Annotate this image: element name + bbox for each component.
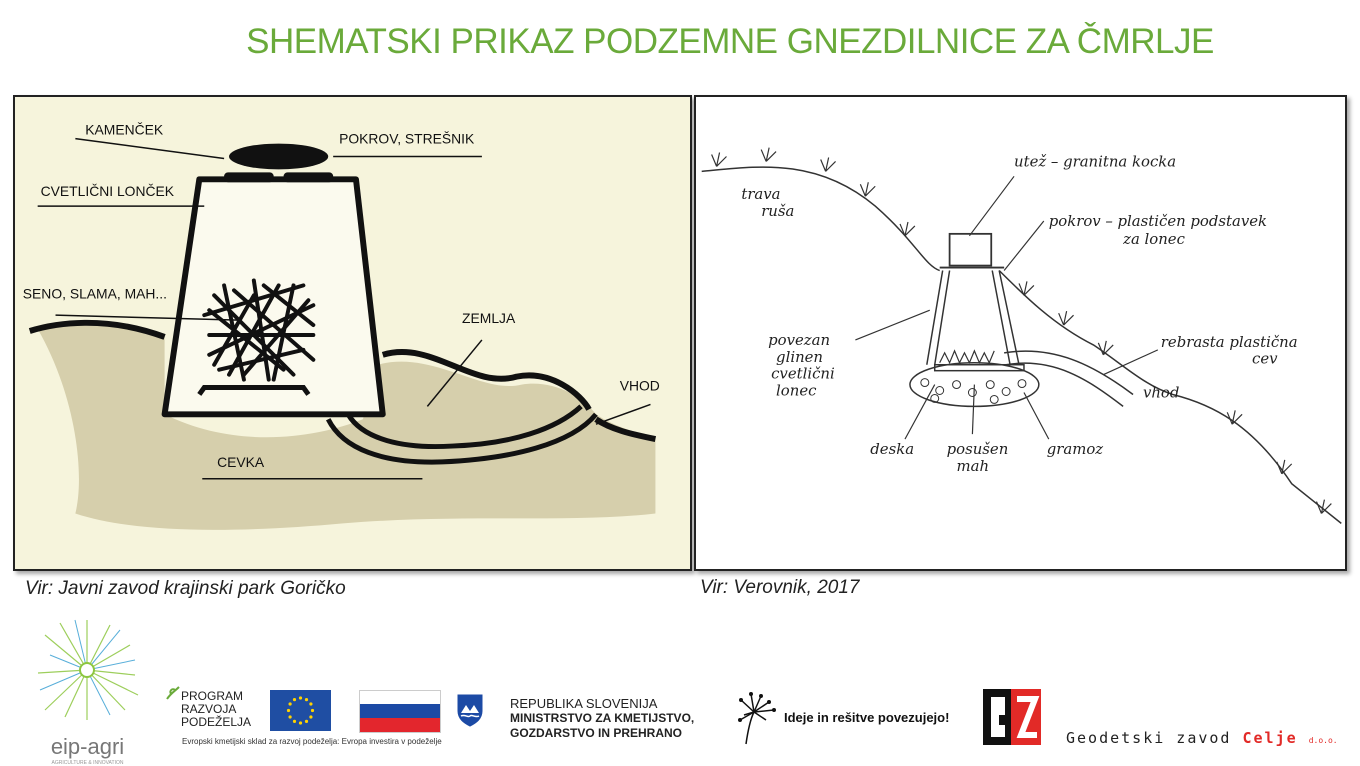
ministry-line-3: GOZDARSTVO IN PREHRANO (510, 726, 683, 740)
hw-utez: utež – granitna kocka (1014, 152, 1177, 171)
lid (224, 172, 274, 182)
stone (229, 144, 328, 170)
label-zemlja: ZEMLJA (462, 310, 516, 327)
gz-logo-icon (983, 689, 1041, 750)
hw-povezan-1: povezan (768, 330, 831, 349)
label-seno: SENO, SLAMA, MAH... (22, 285, 167, 302)
page-title: SHEMATSKI PRIKAZ PODZEMNE GNEZDILNICE ZA ČMRLJE (246, 22, 1214, 61)
label-kamencek: KAMENČEK (85, 121, 164, 138)
hw-povezan-4: lonec (776, 381, 817, 400)
ideje-slogan: Ideje in rešitve povezujejo! (784, 710, 950, 725)
label-loncek: CVETLIČNI LONČEK (40, 183, 175, 200)
ministry-line-1: REPUBLIKA SLOVENIJA (510, 696, 658, 711)
hw-pokrov-2: za lonec (1123, 229, 1185, 248)
gz-company-name (1066, 729, 1338, 747)
slovenia-flag (359, 690, 441, 733)
hw-rusa: ruša (761, 201, 795, 220)
label-vhod: VHOD (619, 377, 660, 394)
hw-rebrasta-1: rebrasta plastična (1160, 332, 1298, 351)
left-diagram (15, 97, 690, 569)
right-diagram-panel (694, 95, 1347, 571)
hw-trava: trava (741, 185, 781, 204)
dried-moss (940, 351, 995, 363)
prp-line-1: PROGRAM (181, 689, 244, 703)
eip-agri-logo (30, 615, 145, 766)
right-caption: Vir: Verovnik, 2017 (700, 577, 860, 598)
hw-povezan-2: glinen (776, 347, 824, 366)
hw-posusen-2: mah (956, 456, 990, 475)
gz-city: Celje (1242, 729, 1298, 747)
sprout-icon (165, 685, 181, 701)
left-diagram-panel (13, 95, 692, 571)
slovenia-coat-icon (456, 693, 484, 732)
prp-line-2: RAZVOJA (181, 702, 237, 716)
eip-agri-subtext: AGRICULTURE & INNOVATION (51, 760, 124, 766)
eu-fund-text: Evropski kmetijski sklad za razvoj podeželja: Evropa investira v podeželje (182, 737, 442, 746)
clay-pot (927, 271, 1019, 365)
hw-pokrov-1: pokrov – plastičen podstavek (1048, 211, 1268, 230)
hw-rebrasta-2: cev (1252, 349, 1278, 368)
hw-gramoz: gramoz (1046, 439, 1104, 458)
eu-stars-icon (270, 690, 331, 731)
eip-agri-text: eip-agri (50, 734, 125, 759)
label-cevka: CEVKA (217, 453, 265, 470)
right-diagram (696, 97, 1345, 569)
hw-deska: deska (870, 439, 915, 458)
gz-suffix: d.o.o. (1308, 736, 1338, 745)
prp-line-3: PODEŽELJA (181, 715, 252, 729)
label-pokrov: POKROV, STREŠNIK (339, 130, 475, 147)
dandelion-icon (736, 690, 781, 750)
eu-flag (270, 690, 331, 731)
hw-povezan-3: cvetlični (771, 364, 835, 383)
lid-right (284, 172, 334, 182)
gz-name: Geodetski zavod (1066, 729, 1232, 747)
hw-posusen-1: posušen (946, 439, 1009, 458)
granite-block (950, 234, 992, 266)
board (935, 365, 1024, 371)
hw-vhod: vhod (1142, 383, 1180, 402)
left-caption: Vir: Javni zavod krajinski park Goričko (25, 578, 346, 599)
ministry-line-2: MINISTRSTVO ZA KMETIJSTVO, (510, 711, 695, 725)
ministry-text (510, 696, 694, 741)
eip-agri-burst-icon (30, 615, 145, 725)
